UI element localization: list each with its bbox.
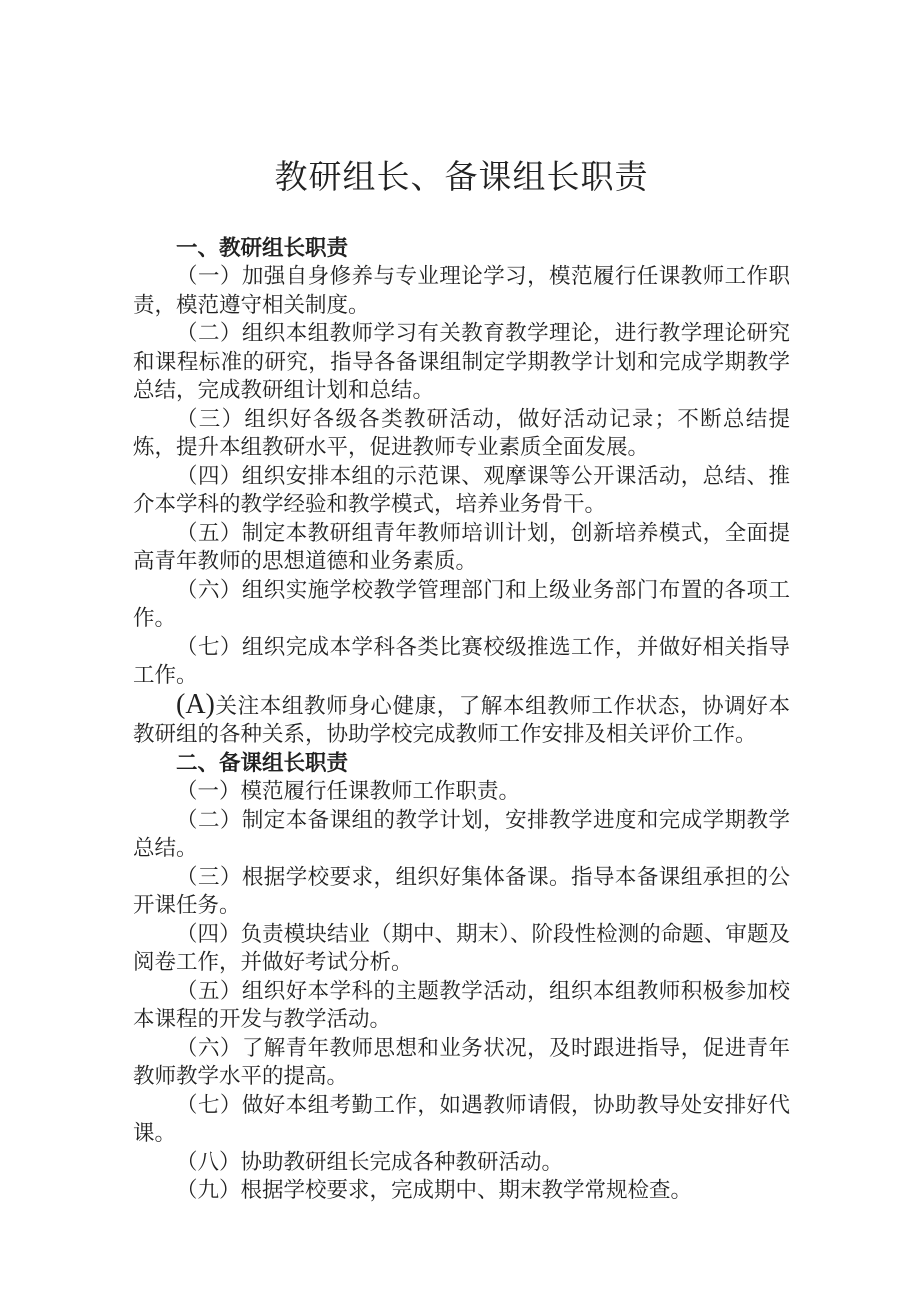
item-marker: （九）	[176, 1178, 241, 1204]
item-marker: （五）	[176, 978, 242, 1004]
item-marker: （一）	[176, 264, 242, 290]
item-text: 制定本备课组的教学计划，安排教学进度和完成学期教学总结。	[133, 807, 790, 862]
item-marker: （一）	[176, 779, 241, 805]
duty-item	[133, 864, 790, 921]
item-text: 负责模块结业（期中、期末）、阶段性检测的命题、审题及阅卷工作，并做好考试分析。	[133, 921, 790, 976]
item-text: 组织完成本学科各类比赛校级推选工作，并做好相关指导工作。	[133, 634, 790, 689]
item-text: 组织安排本组的示范课、观摩课等公开课活动，总结、推介本学科的教学经验和教学模式，培养业务骨干。	[133, 463, 790, 518]
item-marker: （五）	[176, 520, 242, 546]
item-marker: （三）	[176, 406, 245, 432]
item-text: 根据学校要求，完成期中、期末教学常规检查。	[240, 1178, 693, 1204]
duty-item	[133, 634, 790, 691]
duty-item	[133, 688, 790, 750]
item-marker: （四）	[176, 463, 242, 489]
item-marker: （四）	[176, 921, 241, 947]
duty-item	[133, 1092, 790, 1149]
section-2-heading: 二、备课组长职责	[176, 750, 349, 776]
duty-item	[133, 406, 790, 463]
item-marker: （八）	[176, 1149, 241, 1175]
item-marker: （三）	[176, 864, 242, 890]
item-marker: （七）	[176, 1092, 242, 1118]
item-text: 加强自身修养与专业理论学习，模范履行任课教师工作职责，模范遵守相关制度。	[133, 264, 790, 318]
duty-item	[133, 1035, 790, 1092]
duty-item	[133, 520, 790, 577]
duty-item	[133, 463, 790, 520]
item-text: 协助教研组长完成各种教研活动。	[240, 1149, 564, 1175]
duty-item	[133, 921, 790, 978]
item-marker-latin-a: (A)	[176, 688, 215, 720]
duty-item	[133, 320, 790, 406]
item-text: 根据学校要求，组织好集体备课。指导本备课组承担的公开课任务。	[133, 864, 790, 919]
duty-item	[133, 1177, 790, 1206]
duty-item	[133, 778, 790, 807]
duty-item	[133, 978, 790, 1035]
section-lesson-prep-group-leader	[133, 750, 790, 1206]
section-research-group-leader	[133, 235, 790, 750]
duty-item	[133, 263, 790, 320]
item-marker: （六）	[176, 577, 242, 603]
item-text: 组织好各级各类教研活动，做好活动记录；不断总结提炼，提升本组教研水平，促进教师专业素质全面发展。	[133, 406, 790, 461]
duty-item	[133, 577, 790, 634]
item-marker: （六）	[176, 1035, 242, 1061]
item-marker: （二）	[176, 807, 242, 833]
document-title: 教研组长、备课组长职责	[274, 157, 649, 196]
item-text: 模范履行任课教师工作职责。	[240, 779, 521, 805]
item-text: 制定本教研组青年教师培训计划，创新培养模式，全面提高青年教师的思想道德和业务素质。	[133, 520, 790, 575]
duty-item	[133, 807, 790, 864]
item-marker: （七）	[176, 634, 242, 660]
item-text: 关注本组教师身心健康，了解本组教师工作状态，协调好本教研组的各种关系，协助学校完成教师工作安排及相关评价工作。	[133, 693, 790, 748]
item-text: 组织好本学科的主题教学活动，组织本组教师积极参加校本课程的开发与教学活动。	[133, 978, 790, 1033]
item-marker: （二）	[176, 321, 242, 347]
item-text: 了解青年教师思想和业务状况，及时跟进指导，促进青年教师教学水平的提高。	[133, 1035, 790, 1090]
item-text: 组织实施学校教学管理部门和上级业务部门布置的各项工作。	[133, 577, 790, 632]
item-text: 组织本组教师学习有关教育教学理论，进行教学理论研究和课程标准的研究，指导各备课组制定学期教学计划和完成学期教学总结，完成教研组计划和总结。	[133, 321, 790, 404]
section-1-heading: 一、教研组长职责	[176, 235, 349, 261]
duty-item	[133, 1149, 790, 1178]
item-text: 做好本组考勤工作，如遇教师请假，协助教导处安排好代课。	[133, 1092, 790, 1147]
